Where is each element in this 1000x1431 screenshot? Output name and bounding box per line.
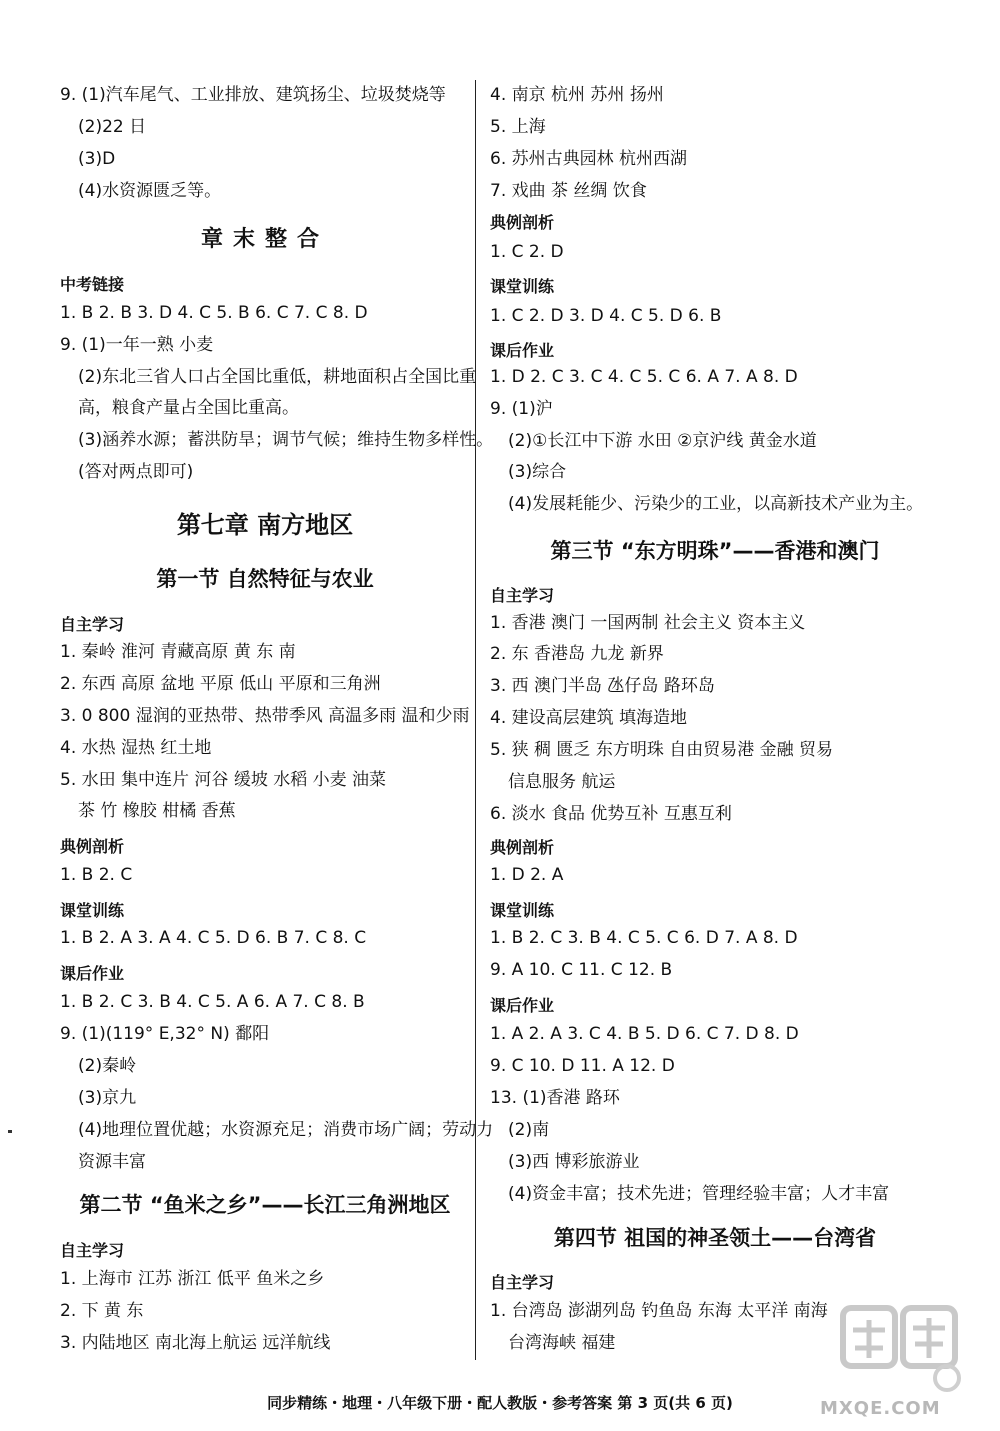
answer-line: 13. (1)香港 路环: [490, 1088, 620, 1108]
section-title: 第一节 自然特征与农业: [156, 567, 374, 591]
answer-line: 2. 东西 高原 盆地 平原 低山 平原和三角洲: [60, 674, 381, 694]
page-footer: 同步精练・地理・八年级下册・配人教版・参考答案 第 3 页(共 6 页): [267, 1394, 733, 1412]
subheading-homework: 课后作业: [60, 964, 125, 983]
answer-line: 1. B 2. C 3. B 4. C 5. C 6. D 7. A 8. D: [490, 928, 798, 948]
answer-line: 9. (1)沪: [490, 399, 553, 419]
answer-line: 3. 西 澳门半岛 氹仔岛 路环岛: [490, 676, 715, 696]
subheading-homework: 课后作业: [490, 996, 555, 1015]
subheading-exam-link: 中考链接: [60, 275, 125, 294]
answer-line: 5. 上海: [490, 117, 546, 137]
answer-line: 1. 台湾岛 澎湖列岛 钓鱼岛 东海 太平洋 南海: [490, 1301, 828, 1321]
chapter-title: 第七章 南方地区: [176, 511, 354, 539]
answer-line: 1. A 2. A 3. C 4. B 5. D 6. C 7. D 8. D: [490, 1024, 799, 1044]
answer-line: (答对两点即可): [78, 462, 194, 482]
answer-line: 1. B 2. B 3. D 4. C 5. B 6. C 7. C 8. D: [60, 303, 368, 323]
answer-line: 2. 东 香港岛 九龙 新界: [490, 644, 664, 664]
answer-line: 1. 香港 澳门 一国两制 社会主义 资本主义: [490, 613, 806, 633]
answer-line: 6. 苏州古典园林 杭州西湖: [490, 149, 688, 169]
answer-line: 6. 淡水 食品 优势互补 互惠互利: [490, 804, 732, 824]
answer-line: (2)秦岭: [78, 1056, 137, 1076]
answer-line: (4)资金丰富；技术先进；管理经验丰富；人才丰富: [508, 1184, 890, 1204]
answer-line: (2)22 日: [78, 117, 147, 137]
answer-line: 3. 内陆地区 南北海上航运 远洋航线: [60, 1333, 331, 1353]
subheading-class-training: 课堂训练: [490, 277, 555, 296]
answer-line: 9. A 10. C 11. C 12. B: [490, 960, 673, 980]
section-title: 第二节 “鱼米之乡”——长江三角洲地区: [79, 1193, 451, 1217]
subheading-self-study: 自主学习: [60, 615, 125, 634]
answer-line: 4. 建设高层建筑 填海造地: [490, 708, 688, 728]
answer-line: 4. 水热 湿热 红土地: [60, 738, 212, 758]
answer-line: 1. D 2. A: [490, 865, 564, 885]
answer-line: 3. 0 800 湿润的亚热带、热带季风 高温多雨 温和少雨: [60, 706, 470, 726]
answer-line: 1. C 2. D 3. D 4. C 5. D 6. B: [490, 306, 722, 326]
answer-line: 5. 水田 集中连片 河谷 缓坡 水稻 小麦 油菜: [60, 770, 387, 790]
section-title: 第三节 “东方明珠”——香港和澳门: [550, 539, 880, 563]
answer-line: (2)南: [508, 1120, 550, 1140]
subheading-homework: 课后作业: [490, 341, 555, 360]
answer-line: 5. 狭 稠 匮乏 东方明珠 自由贸易港 金融 贸易: [490, 740, 834, 760]
subheading-example: 典例剖析: [60, 837, 125, 856]
section-title: 第四节 祖国的神圣领土——台湾省: [553, 1226, 877, 1250]
answer-line: 7. 戏曲 茶 丝绸 饮食: [490, 181, 647, 201]
subheading-self-study: 自主学习: [490, 586, 555, 605]
subheading-class-training: 课堂训练: [60, 901, 125, 920]
answer-line: (3)京九: [78, 1088, 137, 1108]
answer-line: (4)发展耗能少、污染少的工业，以高新技术产业为主。: [508, 494, 924, 514]
answer-line: (3)涵养水源；蓄洪防旱；调节气候；维持生物多样性。: [78, 430, 494, 450]
answer-line: 9. (1)一年一熟 小麦: [60, 335, 214, 355]
scan-speck: [8, 1130, 12, 1133]
answer-line: 资源丰富: [78, 1152, 146, 1172]
answer-line: (3)综合: [508, 462, 567, 482]
answer-line: 1. 秦岭 淮河 青藏高原 黄 东 南: [60, 642, 296, 662]
answer-line: (4)水资源匮乏等。: [78, 181, 222, 201]
answer-line: 1. B 2. C: [60, 865, 133, 885]
answer-line: 9. (1)汽车尾气、工业排放、建筑扬尘、垃圾焚烧等: [60, 85, 446, 105]
subheading-example: 典例剖析: [490, 838, 555, 857]
chapter-review-heading: 章末整合: [200, 227, 329, 252]
subheading-example: 典例剖析: [490, 213, 555, 232]
answer-line: 1. D 2. C 3. C 4. C 5. C 6. A 7. A 8. D: [490, 367, 798, 387]
subheading-class-training: 课堂训练: [490, 901, 555, 920]
answer-line: (3)西 博彩旅游业: [508, 1152, 640, 1172]
answer-line: (3)D: [78, 149, 116, 169]
answer-line: 4. 南京 杭州 苏州 扬州: [490, 85, 664, 105]
answer-line: (2)①长江中下游 水田 ②京沪线 黄金水道: [508, 431, 817, 451]
answer-line: 高，粮食产量占全国比重高。: [78, 398, 299, 418]
watermark-text: MXQE.COM: [820, 1398, 941, 1419]
answer-line: 1. C 2. D: [490, 242, 564, 262]
answer-line: 9. C 10. D 11. A 12. D: [490, 1056, 675, 1076]
subheading-self-study: 自主学习: [60, 1241, 125, 1260]
column-divider: [475, 80, 476, 1360]
answer-line: 2. 下 黄 东: [60, 1301, 144, 1321]
answer-line: 茶 竹 橡胶 柑橘 香蕉: [78, 801, 236, 821]
answer-line: 1. B 2. A 3. A 4. C 5. D 6. B 7. C 8. C: [60, 928, 367, 948]
subheading-self-study: 自主学习: [490, 1273, 555, 1292]
answer-line: 信息服务 航运: [508, 772, 616, 792]
answer-line: 台湾海峡 福建: [508, 1333, 616, 1353]
answer-line: (4)地理位置优越；水资源充足；消费市场广阔；劳动力: [78, 1120, 494, 1140]
answer-line: 1. B 2. C 3. B 4. C 5. A 6. A 7. C 8. B: [60, 992, 365, 1012]
answer-line: 1. 上海市 江苏 浙江 低平 鱼米之乡: [60, 1269, 325, 1289]
answer-line: 9. (1)(119° E,32° N) 鄱阳: [60, 1024, 270, 1044]
answer-line: (2)东北三省人口占全国比重低，耕地面积占全国比重: [78, 367, 477, 387]
